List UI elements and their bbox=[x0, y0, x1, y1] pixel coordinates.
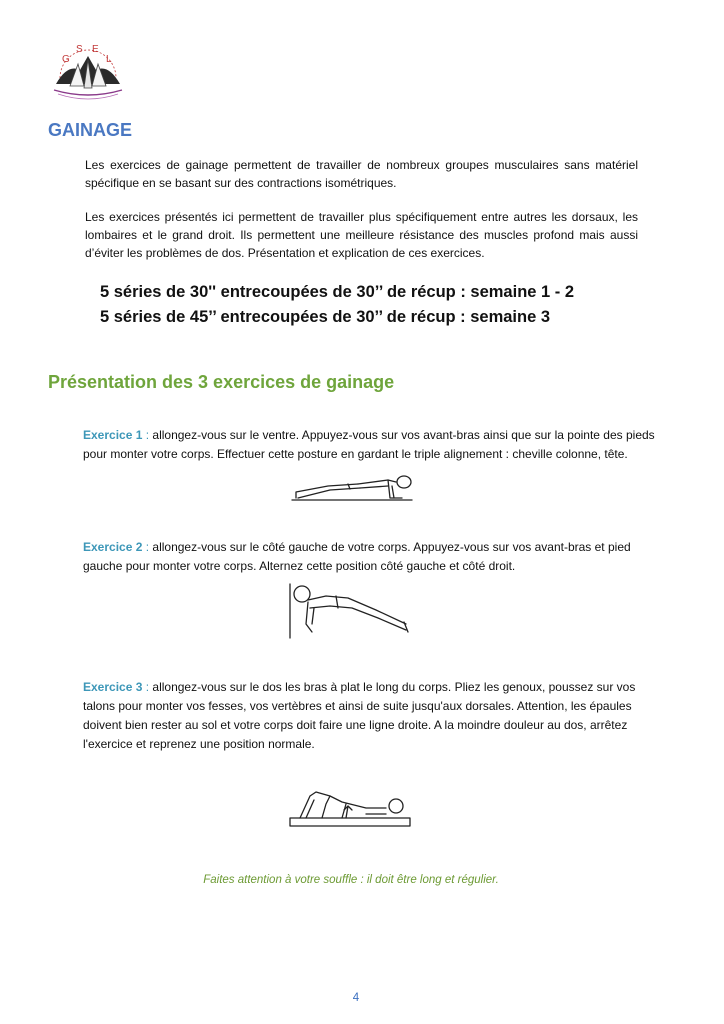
exercise-1-text: allongez-vous sur le ventre. Appuyez-vous sur vos avant-bras ainsi que sur la pointe des pieds pour monter votre corps. Effectuer cette posture en gardant le triple alignement : cheville colonne, tête. bbox=[83, 428, 655, 461]
breathing-note: Faites attention à votre souffle : il doit être long et régulier. bbox=[203, 874, 499, 886]
exercise-2-text: allongez-vous sur le côté gauche de votre corps. Appuyez-vous sur vos avant-bras et pied gauche pour monter votre corps. Alternez cette position côté gauche et côté droit. bbox=[83, 540, 631, 573]
side-plank-illustration bbox=[286, 580, 412, 642]
exercise-3-label: Exercice 3 bbox=[83, 680, 143, 694]
exercise-1-label: Exercice 1 bbox=[83, 428, 143, 442]
plank-illustration bbox=[288, 460, 416, 508]
logo-letter-e: E bbox=[92, 44, 99, 55]
series-line-1: 5 séries de 30'' entrecoupées de 30’’ de récup : semaine 1 - 2 bbox=[100, 283, 575, 301]
logo-letter-l: L bbox=[106, 54, 112, 65]
section-title: Présentation des 3 exercices de gainage bbox=[48, 372, 395, 392]
page-number: 4 bbox=[352, 992, 360, 1004]
logo-letter-g: G bbox=[62, 54, 70, 65]
exercise-1-colon: : bbox=[142, 428, 150, 442]
exercise-2-colon: : bbox=[142, 540, 150, 554]
intro-paragraph-2: Les exercices présentés ici permettent de travailler plus spécifiquement entre autres les dorsaux, les lombaires et le grand droit. Ils permettent une meilleure résistance des muscles profond mais aussi d’éviter les problèmes de dos. Présentation et explication de ces exercices. bbox=[85, 210, 638, 260]
exercise-3 bbox=[83, 678, 658, 754]
exercise-3-colon: : bbox=[142, 680, 150, 694]
exercise-2-label: Exercice 2 bbox=[83, 540, 143, 554]
club-logo bbox=[50, 40, 126, 106]
exercise-2 bbox=[83, 538, 658, 576]
exercise-1 bbox=[83, 426, 658, 464]
intro-paragraph-1: Les exercices de gainage permettent de travailler de nombreux groupes musculaires sans matériel spécifique en se basant sur des contractions isométriques. bbox=[85, 158, 638, 190]
logo-letter-s: S bbox=[76, 44, 83, 55]
series-line-2: 5 séries de 45’’ entrecoupées de 30’’ de récup : semaine 3 bbox=[100, 308, 551, 326]
bridge-illustration bbox=[286, 784, 414, 832]
exercise-3-text: allongez-vous sur le dos les bras à plat le long du corps. Pliez les genoux, poussez sur vos talons pour monter vos fesses, vos vertèbres et ainsi de suite jusqu'aux dorsales. Attention, les épaules doivent bien rester au sol et votre corps doit faire une ligne droite. A la moindre douleur au dos, arrêtez l'exercice et reprenez une position normale. bbox=[83, 680, 636, 751]
page-title: GAINAGE bbox=[48, 120, 133, 140]
